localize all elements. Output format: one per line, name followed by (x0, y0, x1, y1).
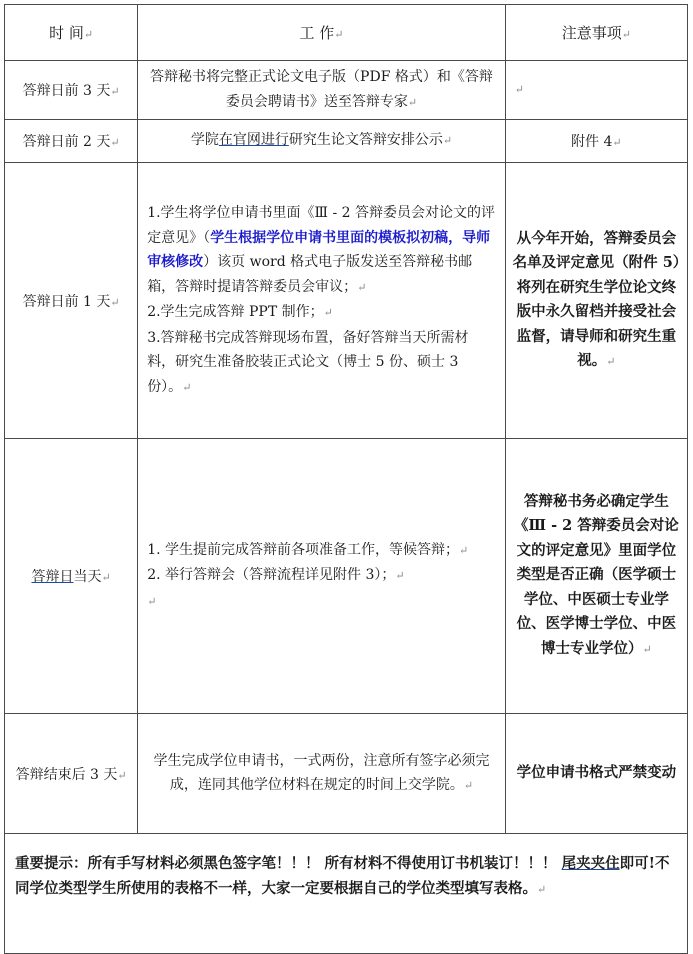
work-item-1: 1.学生将学位申请书里面《Ⅲ - 2 答辩委员会对论文的评定意见》（学生根据学位申请书里面的模板拟初稿，导师审核修改）该页 word 格式电子版发送至答辩秘书邮箱，答辩时提请答辩委员会审议；↵ (147, 205, 496, 295)
note-cell: ↵ (505, 61, 687, 120)
table-row (5, 714, 688, 834)
important-notice: 重要提示：所有手写材料必须黑色签字笔！！！ 所有材料不得使用订书机装订！！！ 尾夹夹住即可!不同学位类型学生所使用的表格不一样，大家一定要根据自己的学位类型填写表格。↵ (5, 834, 688, 954)
work-cell (138, 163, 506, 439)
table-header-row (5, 5, 688, 61)
note-cell: 答辩秘书务必确定学生《Ⅲ - 2 答辩委员会对论文的评定意见》里面学位类型是否正确（医学硕士学位、中医硕士专业学位、医学博士学位、中医博士专业学位）↵ (505, 439, 687, 714)
work-item-2: 2. 举行答辩会（答辩流程详见附件 3）；↵ (147, 567, 405, 584)
header-work: 工 作 (299, 24, 335, 42)
time-cell: 答辩日当天↵ (5, 439, 138, 714)
note-cell: 从今年开始，答辩委员会名单及评定意见（附件 5）将列在研究生学位论文终版中永久留档并接受社会监督，请导师和研究生重视。↵ (505, 163, 687, 439)
note-cell: 学位申请书格式严禁变动 (505, 714, 687, 834)
note-cell: 附件 4↵ (505, 120, 687, 163)
work-item-3: 3.答辩秘书完成答辩现场布置，备好答辩当天所需材料，研究生准备胶装正式论文（博士 5 份、硕士 3 份）。↵ (147, 329, 469, 395)
time-cell: 答辩日前 2 天↵ (5, 120, 138, 163)
defense-schedule-table (4, 4, 688, 954)
work-item-1: 1. 学生提前完成答辩前各项准备工作，等候答辩；↵ (147, 541, 469, 558)
header-notes: 注意事项 (561, 24, 622, 42)
time-cell: 答辩结束后 3 天↵ (5, 714, 138, 834)
work-cell: 1. 学生提前完成答辩前各项准备工作，等候答辩；↵ 2. 举行答辩会（答辩流程详见附件 3）；↵ ↵ (138, 439, 506, 714)
table-row (5, 61, 688, 120)
time-cell: 答辩日前 1 天↵ (5, 163, 138, 439)
header-notes-cell: 注意事项↵ (505, 5, 687, 61)
header-work-cell: 工 作↵ (138, 5, 506, 61)
work-cell: 答辩秘书将完整正式论文电子版（PDF 格式）和《答辩委员会聘请书》送至答辩专家↵ (138, 61, 506, 120)
header-time: 时 间 (49, 24, 84, 42)
table-row (5, 163, 688, 439)
footer-row (5, 834, 688, 954)
time-cell: 答辩日前 3 天↵ (5, 61, 138, 120)
work-cell: 学院在官网进行研究生论文答辩安排公示↵ (138, 120, 506, 163)
table-row (5, 439, 688, 714)
table-row (5, 120, 688, 163)
work-cell: 学生完成学位申请书，一式两份，注意所有签字必须完成，连同其他学位材料在规定的时间上交学院。↵ (138, 714, 506, 834)
work-item-2: 2.学生完成答辩 PPT 制作；↵ (147, 304, 333, 320)
header-time-cell: 时 间↵ (5, 5, 138, 61)
